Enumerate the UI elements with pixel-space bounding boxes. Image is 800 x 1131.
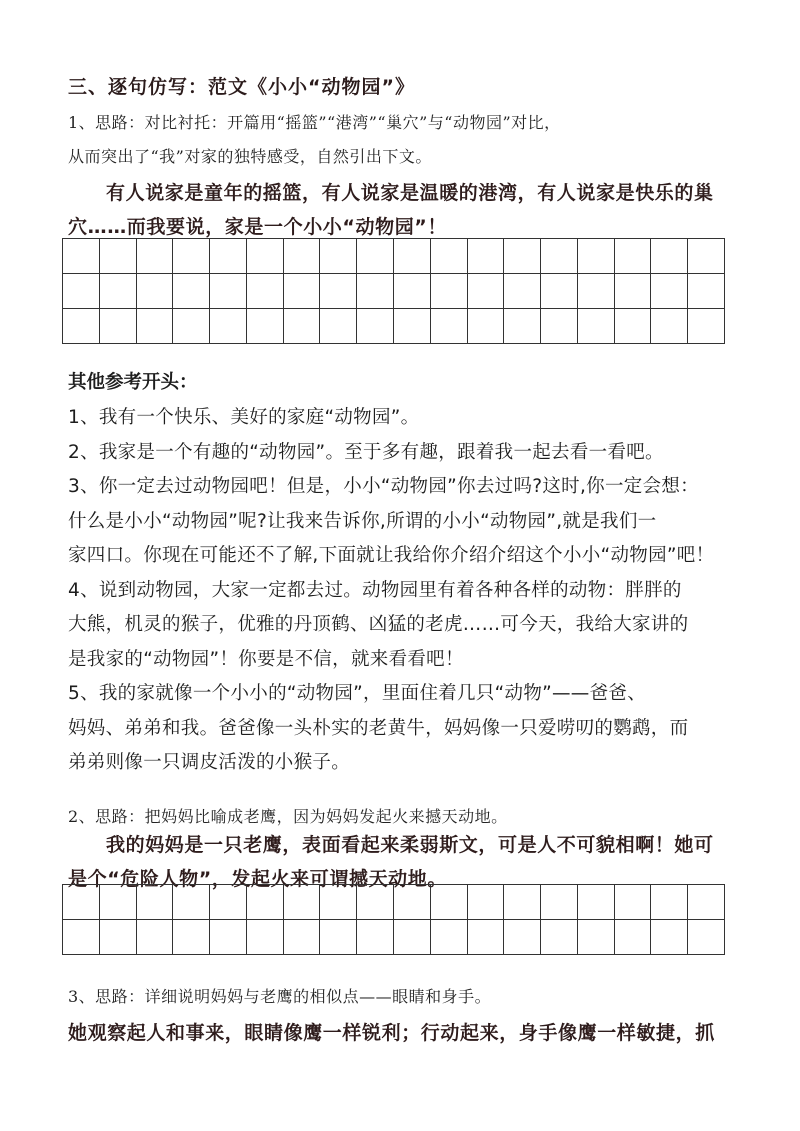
section-title: 三、逐句仿写：范文《小小“动物园”》 [68,76,415,98]
grid-cell[interactable] [504,885,541,920]
grid-cell[interactable] [284,920,321,955]
grid-cell[interactable] [394,920,431,955]
grid-cell[interactable] [100,885,137,920]
grid-cell[interactable] [63,885,100,920]
grid-cell[interactable] [210,920,247,955]
grid-cell[interactable] [541,274,578,309]
grid-cell[interactable] [615,309,652,344]
part2-model-line-2: 是个“危险人物”，发起火来可谓撼天动地。 [68,868,447,890]
grid-cell[interactable] [173,885,210,920]
grid-cell[interactable] [100,239,137,274]
grid-cell[interactable] [468,274,505,309]
grid-cell[interactable] [431,885,468,920]
opening-line: 1、我有一个快乐、美好的家庭“动物园”。 [68,407,420,428]
grid-cell[interactable] [320,239,357,274]
grid-cell[interactable] [137,920,174,955]
grid-cell[interactable] [320,885,357,920]
part1-idea-line-2: 从而突出了“我”对家的独特感受，自然引出下文。 [68,147,432,166]
part3-idea: 3、思路：详细说明妈妈与老鹰的相似点——眼睛和身手。 [68,987,492,1006]
grid-cell[interactable] [173,239,210,274]
grid-cell[interactable] [210,239,247,274]
grid-cell[interactable] [615,239,652,274]
grid-cell[interactable] [247,309,284,344]
grid-cell[interactable] [284,885,321,920]
grid-cell[interactable] [394,274,431,309]
opening-line: 是我家的“动物园”！你要是不信，就来看看吧！ [68,648,464,670]
grid-cell[interactable] [431,239,468,274]
grid-cell[interactable] [394,885,431,920]
other-openings-list [68,401,758,781]
grid-cell[interactable] [247,920,284,955]
grid-cell[interactable] [504,274,541,309]
grid-cell[interactable] [431,274,468,309]
opening-line: 3、你一定去过动物园吧！但是，小小“动物园”你去过吗?这时,你一定会想： [68,476,699,497]
grid-cell[interactable] [63,309,100,344]
grid-cell[interactable] [137,274,174,309]
grid-cell[interactable] [651,920,688,955]
grid-cell[interactable] [651,885,688,920]
grid-cell[interactable] [320,274,357,309]
grid-cell[interactable] [615,885,652,920]
grid-cell[interactable] [431,309,468,344]
grid-cell[interactable] [173,274,210,309]
grid-cell[interactable] [468,885,505,920]
part1-idea [68,106,738,174]
grid-cell[interactable] [504,920,541,955]
grid-cell[interactable] [578,920,615,955]
grid-cell[interactable] [320,309,357,344]
grid-cell[interactable] [688,274,725,309]
grid-cell[interactable] [504,309,541,344]
grid-cell[interactable] [210,274,247,309]
grid-cell[interactable] [357,239,394,274]
grid-cell[interactable] [541,920,578,955]
grid-cell[interactable] [284,274,321,309]
grid-cell[interactable] [100,274,137,309]
grid-cell[interactable] [357,274,394,309]
grid-cell[interactable] [394,309,431,344]
grid-cell[interactable] [357,920,394,955]
grid-cell[interactable] [578,885,615,920]
grid-cell[interactable] [394,239,431,274]
grid-cell[interactable] [615,274,652,309]
part1-model-line-1: 有人说家是童年的摇篮，有人说家是温暖的港湾，有人说家是快乐的巢 [106,182,714,204]
part3-model-line-1: 她观察起人和事来，眼睛像鹰一样锐利；行动起来，身手像鹰一样敏捷，抓 [68,1022,715,1044]
grid-cell[interactable] [541,885,578,920]
grid-cell[interactable] [210,309,247,344]
part2-idea: 2、思路：把妈妈比喻成老鹰，因为妈妈发起火来撼天动地。 [68,807,508,826]
grid-cell[interactable] [688,920,725,955]
opening-line: 5、我的家就像一个小小的“动物园”，里面住着几只“动物”——爸爸、 [68,683,647,704]
opening-line: 大熊，机灵的猴子，优雅的丹顶鹤、凶猛的老虎……可今天，我给大家讲的 [68,614,689,635]
grid-cell[interactable] [431,920,468,955]
grid-cell[interactable] [504,239,541,274]
grid-cell[interactable] [541,239,578,274]
grid-cell[interactable] [173,920,210,955]
part2-model-line-1: 我的妈妈是一只老鹰，表面看起来柔弱斯文，可是人不可貌相啊！她可 [106,834,714,856]
opening-line: 弟弟则像一只调皮活泼的小猴子。 [68,752,351,773]
grid-cell[interactable] [651,274,688,309]
grid-cell[interactable] [137,885,174,920]
opening-line: 4、说到动物园，大家一定都去过。动物园里有着各种各样的动物：胖胖的 [68,579,682,601]
part1-model [68,176,738,244]
grid-cell[interactable] [688,885,725,920]
opening-line: 妈妈、弟弟和我。爸爸像一头朴实的老黄牛，妈妈像一只爱唠叨的鹦鹉，而 [68,717,689,739]
grid-cell[interactable] [688,309,725,344]
grid-cell[interactable] [578,309,615,344]
grid-cell[interactable] [100,920,137,955]
part1-idea-line-1: 1、思路：对比衬托：开篇用“摇篮”“港湾”“巢穴”与“动物园”对比， [68,113,561,132]
writing-grid-2[interactable] [62,884,725,955]
grid-cell[interactable] [357,309,394,344]
part1-model-line-2: 穴……而我要说，家是一个小小“动物园”！ [68,216,447,238]
grid-cell[interactable] [63,920,100,955]
part3-model [68,1016,768,1050]
grid-cell[interactable] [210,885,247,920]
grid-cell[interactable] [173,309,210,344]
grid-cell[interactable] [468,920,505,955]
grid-cell[interactable] [63,239,100,274]
grid-cell[interactable] [247,274,284,309]
grid-cell[interactable] [468,239,505,274]
writing-grid-1[interactable] [62,238,725,344]
grid-cell[interactable] [541,309,578,344]
grid-cell[interactable] [357,885,394,920]
grid-cell[interactable] [284,239,321,274]
grid-cell[interactable] [100,309,137,344]
grid-cell[interactable] [651,239,688,274]
grid-cell[interactable] [247,885,284,920]
opening-line: 什么是小小“动物园”呢?让我来告诉你,所谓的小小“动物园”,就是我们一 [68,510,657,532]
grid-cell[interactable] [137,309,174,344]
grid-cell[interactable] [137,239,174,274]
grid-cell[interactable] [63,274,100,309]
grid-cell[interactable] [615,920,652,955]
grid-cell[interactable] [247,239,284,274]
grid-cell[interactable] [651,309,688,344]
grid-cell[interactable] [320,920,357,955]
grid-cell[interactable] [468,309,505,344]
opening-line: 2、我家是一个有趣的“动物园”。至于多有趣，跟着我一起去看一看吧。 [68,441,664,463]
grid-cell[interactable] [688,239,725,274]
grid-cell[interactable] [284,309,321,344]
grid-cell[interactable] [578,274,615,309]
grid-cell[interactable] [578,239,615,274]
opening-line: 家四口。你现在可能还不了解,下面就让我给你介绍介绍这个小小“动物园”吧！ [68,545,715,566]
other-openings-heading: 其他参考开头： [68,372,198,393]
